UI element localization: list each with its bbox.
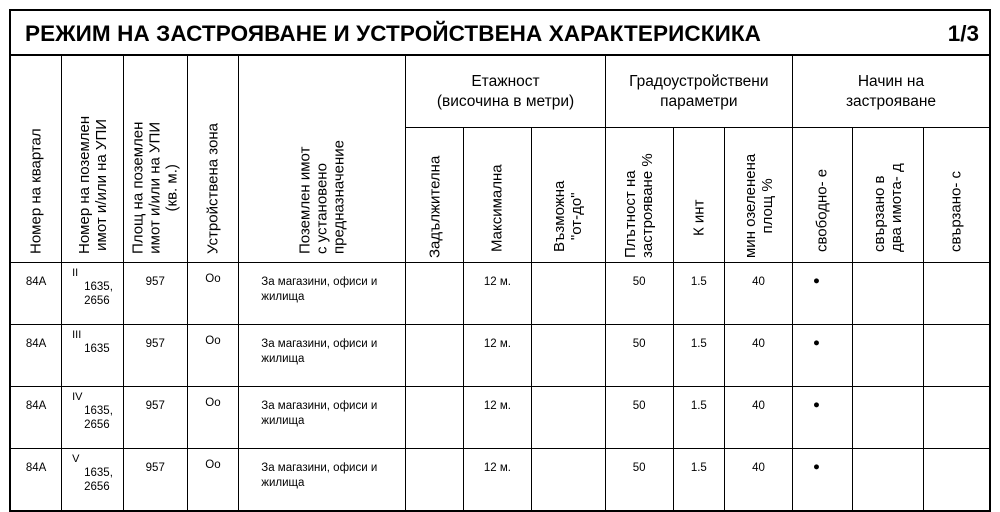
col-header-density: Плътност на застрояване %: [605, 128, 673, 263]
page-number: 1/3: [947, 21, 979, 46]
group-header-parameters: Градоустройствени параметри: [605, 55, 792, 128]
cell-parcel: IV 1635, 2656: [62, 387, 124, 449]
col-header-free: свободно- е: [792, 128, 852, 263]
col-header-min-green: мин озеленена площ %: [725, 128, 793, 263]
cell-quarter: 84А: [10, 449, 62, 512]
cell-mandatory: [406, 263, 464, 325]
cell-mandatory: [406, 449, 464, 512]
cell-min-green: 40: [725, 449, 793, 512]
cell-maximum: 12 м.: [463, 449, 531, 512]
bullet-icon: ●: [792, 387, 852, 449]
cell-maximum: 12 м.: [463, 325, 531, 387]
cell-parcel: III 1635: [62, 325, 124, 387]
cell-density: 50: [605, 325, 673, 387]
col-header-linked: свързано- с: [923, 128, 990, 263]
cell-k-int: 1.5: [673, 325, 725, 387]
cell-possible: [531, 449, 605, 512]
title-bar: [9, 9, 991, 54]
header-row-groups: [10, 55, 990, 128]
bullet-icon: ●: [792, 263, 852, 325]
col-header-maximum: Максимална: [463, 128, 531, 263]
cell-mandatory: [406, 325, 464, 387]
cell-possible: [531, 387, 605, 449]
col-header-parcel-number: Номер на поземлен имот и/или на УПИ: [62, 55, 124, 263]
bullet-icon: ●: [792, 449, 852, 512]
col-header-k-int: К инт: [673, 128, 725, 263]
cell-linked-two: [852, 449, 923, 512]
col-header-possible: Възможна "от-до": [531, 128, 605, 263]
cell-linked-two: [852, 263, 923, 325]
col-header-purpose: Поземлен имот с установено предназначение: [239, 55, 406, 263]
cell-purpose: За магазини, офиси и жилища: [239, 325, 406, 387]
table-row: [10, 325, 990, 387]
cell-density: 50: [605, 449, 673, 512]
cell-maximum: 12 м.: [463, 387, 531, 449]
group-header-build-mode: Начин на застрояване: [792, 55, 990, 128]
col-header-linked-two: свързано в два имота- д: [852, 128, 923, 263]
cell-density: 50: [605, 263, 673, 325]
cell-purpose: За магазини, офиси и жилища: [239, 387, 406, 449]
cell-linked-two: [852, 325, 923, 387]
cell-quarter: 84А: [10, 263, 62, 325]
cell-k-int: 1.5: [673, 263, 725, 325]
cell-purpose: За магазини, офиси и жилища: [239, 263, 406, 325]
cell-linked: [923, 449, 990, 512]
cell-area: 957: [123, 449, 187, 512]
bullet-icon: ●: [792, 325, 852, 387]
cell-min-green: 40: [725, 325, 793, 387]
group-header-floors: Етажност (височина в метри): [406, 55, 605, 128]
cell-k-int: 1.5: [673, 449, 725, 512]
cell-parcel: V 1635, 2656: [62, 449, 124, 512]
regulation-table: [9, 54, 991, 512]
cell-possible: [531, 325, 605, 387]
cell-min-green: 40: [725, 387, 793, 449]
document-title: РЕЖИМ НА ЗАСТРОЯВАНЕ И УСТРОЙСТВЕНА ХАРАКТЕРИСКИКА: [25, 21, 762, 46]
cell-area: 957: [123, 387, 187, 449]
cell-maximum: 12 м.: [463, 263, 531, 325]
col-header-area: Площ на поземлен имот и/или на УПИ (кв. м.): [123, 55, 187, 263]
col-header-zone: Устройствена зона: [187, 55, 239, 263]
cell-mandatory: [406, 387, 464, 449]
cell-zone: Оо: [187, 449, 239, 512]
cell-zone: Оо: [187, 387, 239, 449]
cell-linked-two: [852, 387, 923, 449]
table-row: [10, 263, 990, 325]
cell-min-green: 40: [725, 263, 793, 325]
document-page: [9, 9, 991, 512]
cell-quarter: 84А: [10, 325, 62, 387]
cell-linked: [923, 325, 990, 387]
cell-quarter: 84А: [10, 387, 62, 449]
cell-area: 957: [123, 263, 187, 325]
cell-possible: [531, 263, 605, 325]
cell-zone: Оо: [187, 325, 239, 387]
col-header-quarter: Номер на квартал: [10, 55, 62, 263]
cell-purpose: За магазини, офиси и жилища: [239, 449, 406, 512]
cell-k-int: 1.5: [673, 387, 725, 449]
cell-linked: [923, 263, 990, 325]
cell-linked: [923, 387, 990, 449]
cell-zone: Оо: [187, 263, 239, 325]
col-header-mandatory: Задължителна: [406, 128, 464, 263]
cell-density: 50: [605, 387, 673, 449]
table-row: [10, 449, 990, 512]
cell-parcel: II 1635, 2656: [62, 263, 124, 325]
cell-area: 957: [123, 325, 187, 387]
table-row: [10, 387, 990, 449]
